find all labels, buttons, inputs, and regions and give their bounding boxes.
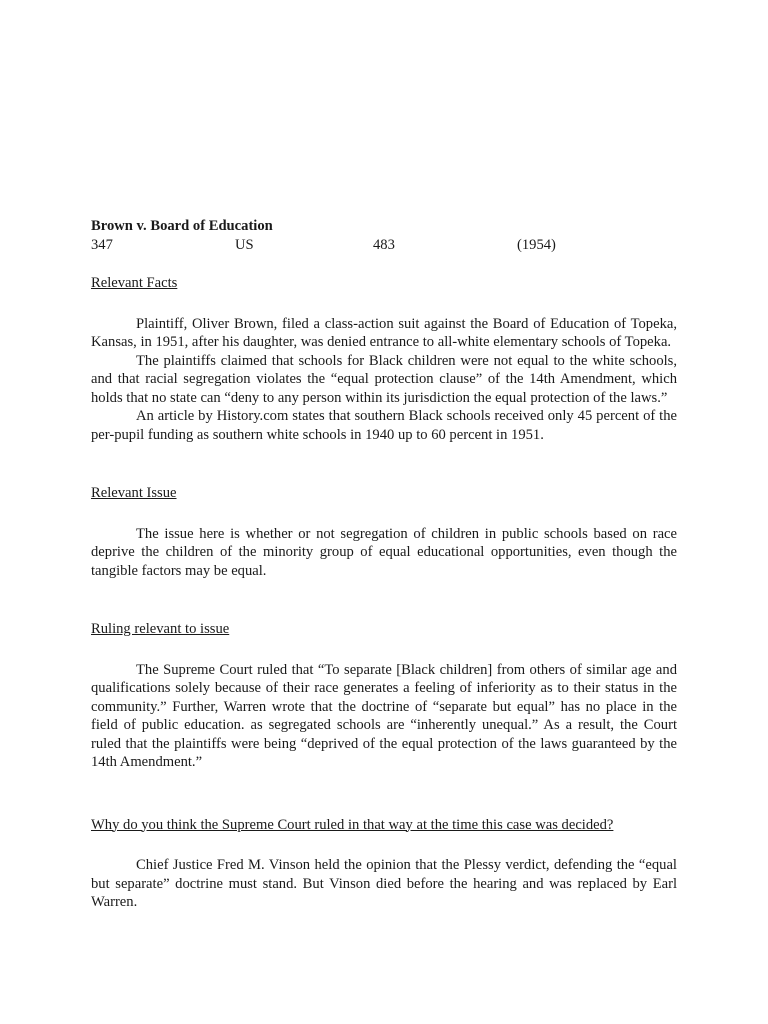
citation-page: 483	[373, 237, 395, 253]
issue-paragraph: The issue here is whether or not segregation of children in public schools based on race deprive the children of the minority group of equal educational opportunities, even though the tangible factors may be equal.	[91, 525, 677, 579]
facts-paragraph-1: Plaintiff, Oliver Brown, filed a class-action suit against the Board of Education of Topeka, Kansas, in 1951, after his daughter, was denied entrance to all-white elementary schools of Topeka.	[91, 315, 677, 350]
section-heading-relevant-facts: Relevant Facts	[91, 275, 178, 291]
document-body	[91, 217, 677, 912]
section-heading-ruling: Ruling relevant to issue	[91, 621, 230, 637]
case-title: Brown v. Board of Education	[91, 218, 273, 234]
citation-reporter: US	[235, 237, 254, 253]
ruling-paragraph: The Supreme Court ruled that “To separate [Black children] from others of similar age and qualifications solely because of their race generates a feeling of inferiority as to their status in the community.” Further, Warren wrote that the doctrine of “separate but equal” has no place in the field of public education. as segregated schools are “inherently unequal.” As a result, the Court ruled that the plaintiffs were being “deprived of the equal protection of the laws guaranteed by the 14th Amendment.”	[91, 661, 677, 770]
section-heading-relevant-issue: Relevant Issue	[91, 485, 177, 501]
section-heading-why-ruled: Why do you think the Supreme Court ruled in that way at the time this case was decided?	[91, 816, 614, 833]
citation-year: (1954)	[517, 237, 556, 253]
citation-volume: 347	[91, 237, 113, 253]
facts-paragraph-3: An article by History.com states that southern Black schools received only 45 percent of the per-pupil funding as southern white schools in 1940 up to 60 percent in 1951.	[91, 408, 677, 443]
facts-paragraph-2: The plaintiffs claimed that schools for Black children were not equal to the white schools, and that racial segregation violates the “equal protection clause” of the 14th Amendment, which holds that no state can “deny to any person within its jurisdiction the equal protection of the laws.”	[91, 352, 677, 406]
case-citation	[91, 236, 677, 255]
why-paragraph: Chief Justice Fred M. Vinson held the opinion that the Plessy verdict, defending the “equal but separate” doctrine must stand. But Vinson died before the hearing and was replaced by Earl Warren.	[91, 857, 677, 910]
